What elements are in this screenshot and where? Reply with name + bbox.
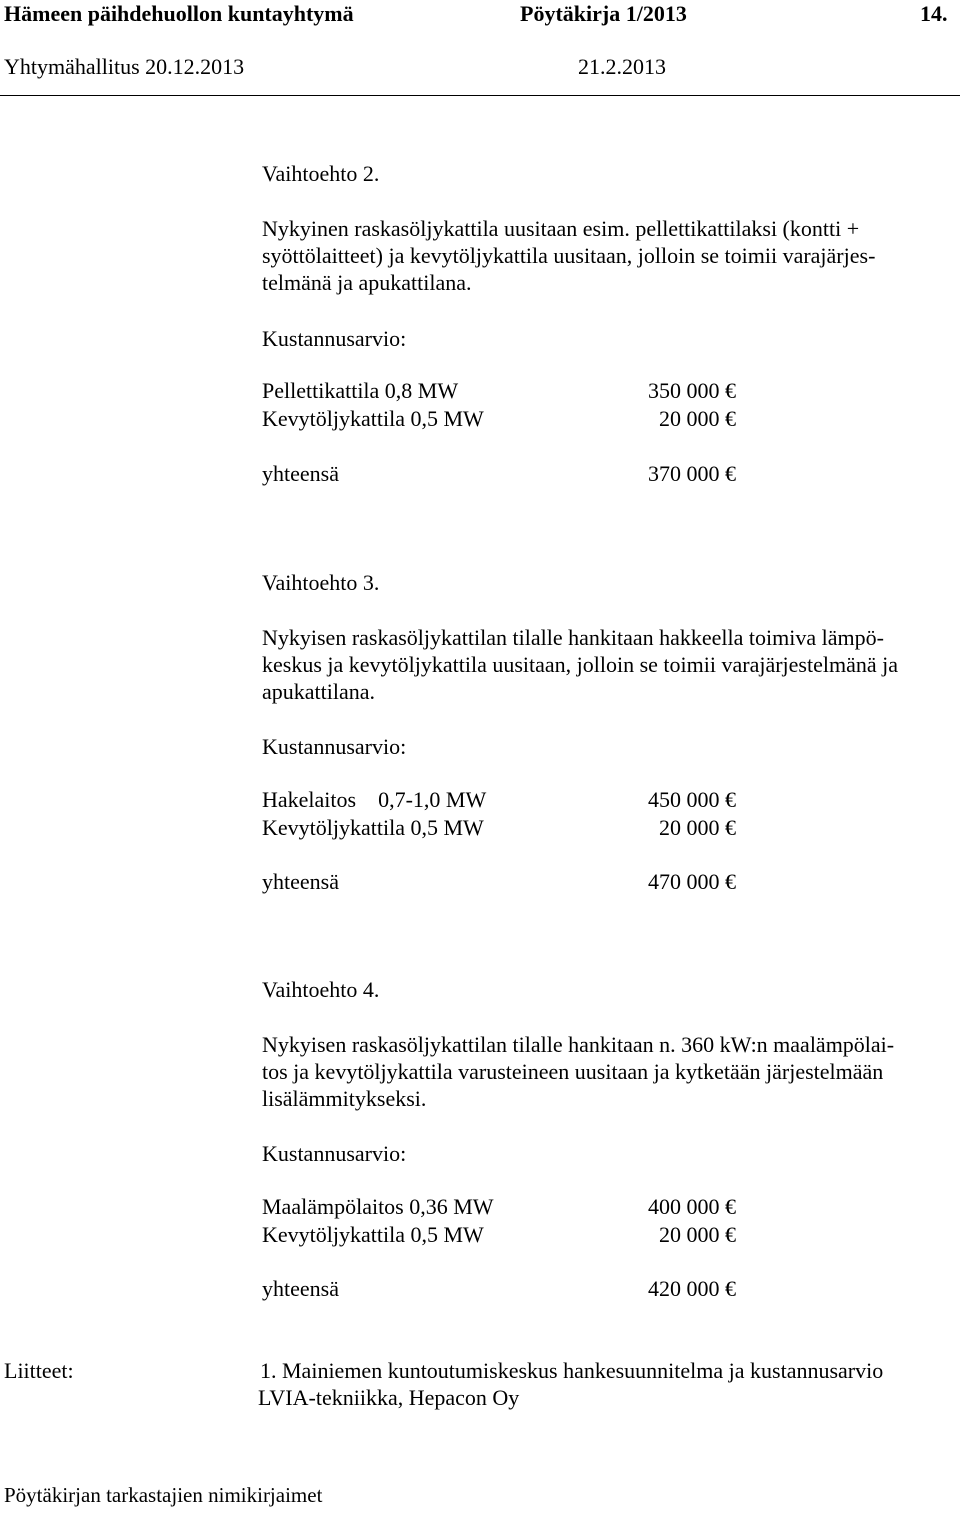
attachments-label: Liitteet: — [4, 1358, 74, 1383]
option3-heading: Vaihtoehto 3. — [262, 570, 380, 595]
option4-item-label: Maalämpölaitos 0,36 MW — [262, 1194, 494, 1219]
signatures-label: Pöytäkirjan tarkastajien nimikirjaimet — [4, 1483, 323, 1507]
organization-name: Hämeen päihdehuollon kuntayhtymä — [4, 1, 354, 26]
option2-estimate-label: Kustannusarvio: — [262, 326, 407, 351]
option3-description-line: keskus ja kevytöljykattila uusitaan, jolloin se toimii varajärjestelmänä ja — [262, 652, 899, 677]
option3-item-amount: 20 000 € — [659, 815, 736, 840]
option3-estimate-label: Kustannusarvio: — [262, 734, 407, 759]
option3-item-amount: 450 000 € — [648, 787, 736, 812]
option2-description-line: syöttölaitteet) ja kevytöljykattila uusitaan, jolloin se toimii varajärjes- — [262, 243, 876, 268]
option4-description-line: tos ja kevytöljykattila varusteineen uusitaan ja kytketään järjestelmään — [262, 1059, 884, 1084]
header-divider — [0, 95, 960, 96]
option3-total-amount: 470 000 € — [648, 869, 736, 894]
option3-description-line: Nykyisen raskasöljykattilan tilalle hankitaan hakkeella toimiva lämpö- — [262, 625, 884, 650]
attachment-line: LVIA-tekniikka, Hepacon Oy — [258, 1385, 520, 1410]
option2-heading: Vaihtoehto 2. — [262, 161, 380, 186]
page-number: 14. — [920, 1, 948, 26]
option2-description-line: telmänä ja apukattilana. — [262, 270, 472, 295]
option3-item-label: Hakelaitos 0,7-1,0 MW — [262, 787, 487, 812]
attachment-line: 1. Mainiemen kuntoutumiskeskus hankesuunnitelma ja kustannusarvio — [260, 1358, 884, 1383]
option2-total-label: yhteensä — [262, 461, 339, 486]
option4-item-amount: 400 000 € — [648, 1194, 736, 1219]
option3-item-label: Kevytöljykattila 0,5 MW — [262, 815, 484, 840]
option4-description-line: lisälämmitykseksi. — [262, 1086, 427, 1111]
option2-item-label: Kevytöljykattila 0,5 MW — [262, 406, 484, 431]
document-title: Pöytäkirja 1/2013 — [520, 1, 687, 26]
option4-description-line: Nykyisen raskasöljykattilan tilalle hankitaan n. 360 kW:n maalämpölai- — [262, 1032, 895, 1057]
option2-description-line: Nykyinen raskasöljykattila uusitaan esim. pellettikattilaksi (kontti + — [262, 216, 860, 241]
option4-estimate-label: Kustannusarvio: — [262, 1141, 407, 1166]
option3-total-label: yhteensä — [262, 869, 339, 894]
option4-heading: Vaihtoehto 4. — [262, 977, 380, 1002]
option3-description-line: apukattilana. — [262, 679, 376, 704]
option2-item-amount: 20 000 € — [659, 406, 736, 431]
option4-item-amount: 20 000 € — [659, 1222, 736, 1247]
option4-total-label: yhteensä — [262, 1276, 339, 1301]
document-date: 21.2.2013 — [578, 54, 666, 79]
option2-item-label: Pellettikattila 0,8 MW — [262, 378, 459, 403]
option2-total-amount: 370 000 € — [648, 461, 736, 486]
option2-item-amount: 350 000 € — [648, 378, 736, 403]
meeting-name: Yhtymähallitus 20.12.2013 — [4, 54, 245, 79]
option4-item-label: Kevytöljykattila 0,5 MW — [262, 1222, 484, 1247]
option4-total-amount: 420 000 € — [648, 1276, 736, 1301]
